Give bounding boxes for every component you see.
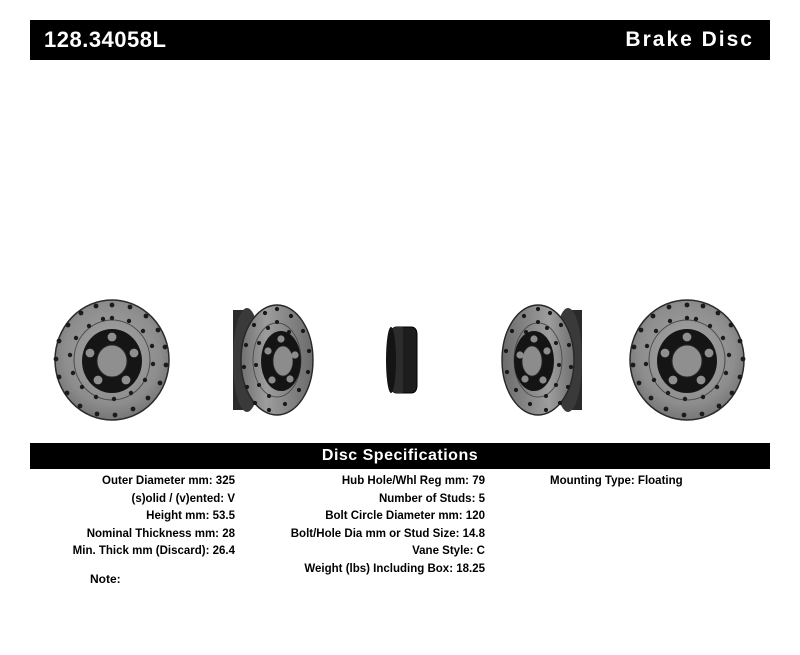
spec-row: Height mm: 53.5: [146, 510, 235, 522]
spec-row: Min. Thick mm (Discard): 26.4: [72, 545, 235, 557]
spec-row: Mounting Type: Floating: [550, 475, 683, 487]
rotor-view-three-quarter-left: [205, 285, 330, 440]
disc-specifications-title-bar: [30, 443, 770, 469]
note-label: Note:: [90, 572, 121, 586]
disc-specifications-body: [30, 469, 770, 589]
spec-row: Nominal Thickness mm: 28: [86, 527, 235, 540]
spec-column-left: [30, 473, 235, 561]
spec-column-middle: [245, 473, 485, 578]
rotor-view-face-right: [615, 285, 760, 440]
rotor-illustration-row: [30, 285, 770, 435]
spec-row: Hub Hole/Whl Reg mm: 79: [341, 475, 485, 487]
spec-column-right: [550, 473, 765, 491]
spec-row: Bolt Circle Diameter mm: 120: [325, 510, 485, 522]
spec-row: Bolt/Hole Dia mm or Stud Size: 14.8: [290, 527, 485, 540]
rotor-view-face-left: [40, 285, 185, 440]
rotor-face-right-graphic: [615, 285, 760, 435]
spec-row: Number of Studs: 5: [378, 492, 485, 505]
spec-row: (s)olid / (v)ented: V: [131, 492, 235, 505]
rotor-three-quarter-left-graphic: [205, 285, 330, 435]
document-header: [30, 20, 770, 60]
spec-row: Outer Diameter mm: 325: [102, 475, 235, 487]
disc-specifications-title: Disc Specifications: [321, 447, 479, 464]
rotor-face-left-graphic: [40, 285, 185, 435]
spec-row: Vane Style: C: [412, 545, 485, 557]
spec-row: Weight (lbs) Including Box: 18.25: [304, 562, 485, 575]
rotor-three-quarter-right-graphic: [485, 285, 610, 435]
rotor-view-three-quarter-right: [485, 285, 610, 440]
rotor-view-edge: [375, 285, 435, 440]
rotor-edge-graphic: [375, 285, 435, 435]
page-title: Brake Disc: [625, 28, 754, 51]
part-number: 128.34058L: [44, 27, 167, 52]
